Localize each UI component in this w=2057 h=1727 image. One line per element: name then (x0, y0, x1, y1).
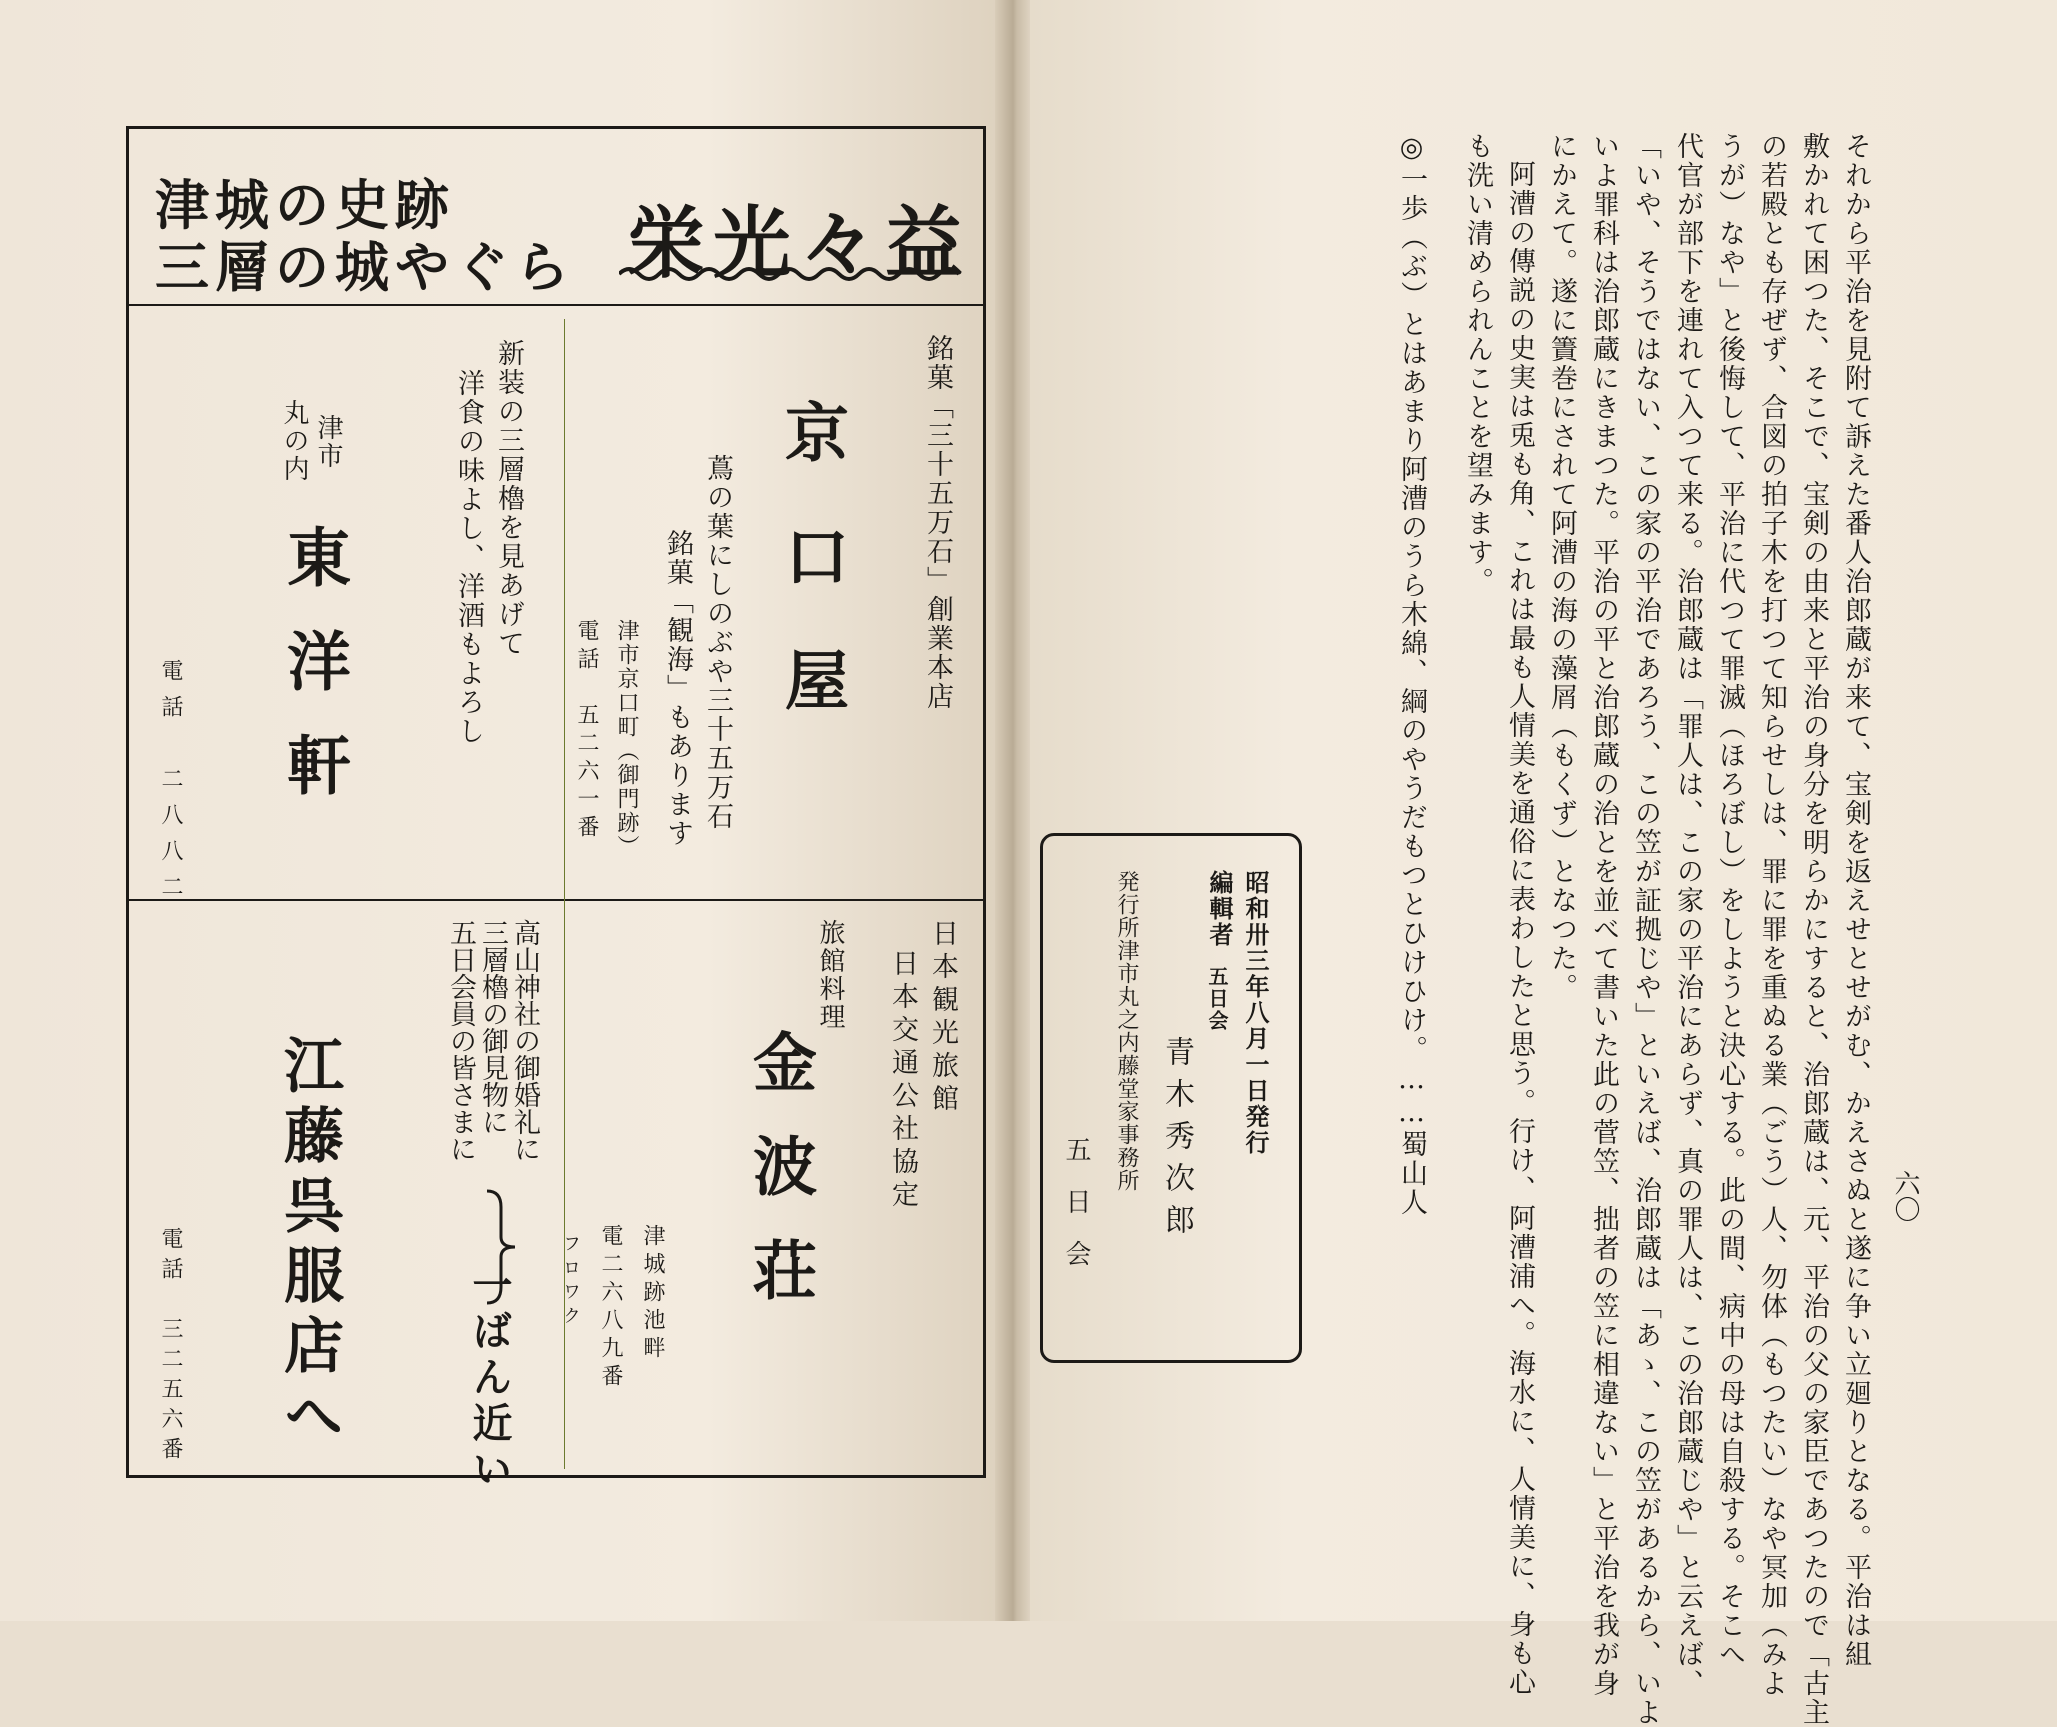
etogofuku-desc-line3: 五日会員の皆さまに (445, 919, 476, 1162)
text-column: も洗い清められんことを望みます。 (1462, 132, 1493, 596)
colophon-org: 五日会 (1205, 966, 1229, 1032)
book-gutter (995, 0, 1035, 1621)
kinpaso-tagline-line2: 日本交通公社協定 (887, 949, 918, 1213)
text-column: にかえて。遂に簀巻にされて阿漕の海の藻屑（もくず）となつた。 (1546, 132, 1577, 1002)
text-column: うが）なや」と後悔して、平治に代つて罪滅（ほろぼし）をしようと決心する。此の間、病中の母は自殺する。そこへ (1714, 132, 1745, 1669)
toyoken-name: 東洋軒 (276, 524, 350, 836)
text-column: それから平治を見附て訴えた番人治郎蔵が来て、宝剣を返えせとせがむ、かえさぬと遂に争い立廻りとなる。平治は組 (1840, 132, 1871, 1669)
advertisement-box (126, 126, 986, 1494)
page-number: 六〇 (1890, 1170, 1920, 1222)
text-column: の若殿とも存ぜず、合図の拍子木を打つて知らせしは、罪に罪を重ぬる業（ごう）人、勿体（もつたい）なや冥加（みよ (1756, 132, 1787, 1698)
toyoken-phone: 電話 二八八二 (158, 659, 183, 911)
colophon-publisher-name: 五日会 (1061, 1136, 1091, 1292)
kinpaso-category-wrap (779, 919, 845, 1031)
toyoken-desc-line2: 洋食の味よし、洋酒もよろし (453, 369, 484, 746)
etogofuku-desc-line1: 高山神社の御婚礼に (509, 919, 540, 1162)
colophon-box (1040, 833, 1302, 1363)
text-column: いよ罪科は治郎蔵にきまつた。平治の平と治郎蔵の治とを並べて書いた此の菅笠、拙者の笠に相違ない」と平治を我が身 (1588, 132, 1619, 1698)
ad-header (129, 129, 983, 306)
colophon-editor-label: 編輯者 (1205, 870, 1234, 948)
header-title-line2: 三層の城やぐら (155, 236, 575, 299)
kyoguchiya-address: 津市京口町（御門跡） (614, 619, 639, 859)
kinpaso-phone: 電二六八九番 (598, 1224, 623, 1392)
toyoken-desc-line1: 新装の三層櫓を見あげて (493, 339, 524, 658)
colophon-publisher: 発行所津市丸之内藤堂家事務所 (1114, 870, 1139, 1192)
text-column: 代官が部下を連れて入つて来る。治郎蔵は「罪人は、この家の平治にあらず、真の罪人は、この治郎蔵じや」と云えば、 (1672, 132, 1703, 1698)
text-column: ◎一歩（ぶ）とはあまり阿漕のうら木綿、綱のやうだもつとひけひけ。……蜀山人 (1396, 132, 1427, 1217)
kinpaso-address: 津城跡池畔 (640, 1224, 665, 1364)
kyoguchiya-name: 京口屋 (774, 399, 848, 771)
ad-horizontal-divider (129, 899, 983, 901)
kyoguchiya-phone: 電話 五二六一番 (574, 619, 599, 843)
text-column: 「いや、そうではない、この家の平治であろう、この笠が証拠じや」といえば、治郎蔵は「あゝ、この笠があるから、いよ (1630, 132, 1661, 1727)
colophon-date: 昭和卅三年八月一日発行 (1241, 870, 1270, 1156)
text-column: 阿漕の傳説の史実は兎も角、これは最も人情美を通俗に表わしたと思う。行け、阿漕浦へ。海水に、人情美に、身も心 (1504, 160, 1535, 1697)
toyoken-address-city: 津市 (313, 414, 343, 470)
kyoguchiya-desc-line1: 蔦の葉にしのぶや三十五万石 (702, 454, 733, 831)
etogofuku-nearest: 一ばん近い (466, 1264, 513, 1494)
wavy-underline-icon (619, 264, 959, 284)
etogofuku-desc-line2: 三層櫓の御見物に (477, 919, 508, 1135)
kyoguchiya-tagline: 銘菓「三十五万石」創業本店 (922, 334, 953, 711)
etogofuku-phone: 電話 三二五六番 (158, 1227, 183, 1467)
kinpaso-tagline-line1: 日本観光旅館 (927, 919, 958, 1117)
header-title-line1: 津城の史跡 (155, 174, 455, 237)
brand-mark: 栄光々益 (627, 199, 972, 289)
kinpaso-bath: フロワク (560, 1234, 581, 1330)
kinpaso-category: 旅館料理 (815, 919, 845, 1031)
toyoken-address-district: 丸の内 (279, 399, 309, 483)
colophon-editor-name: 青木秀次郎 (1159, 1036, 1194, 1246)
kinpaso-name: 金波荘 (742, 1029, 816, 1341)
right-page (1030, 0, 2057, 1621)
kyoguchiya-desc-line2: 銘菓「観海」もあります (662, 529, 693, 848)
etogofuku-name: 江藤呉服店へ (274, 1034, 344, 1454)
text-column: 敷かれて困つた、そこで、宝剣の由来と平治の身分を明らかにすると、治郎蔵は、元、平治の父の家臣であつたので「古主 (1798, 132, 1829, 1727)
